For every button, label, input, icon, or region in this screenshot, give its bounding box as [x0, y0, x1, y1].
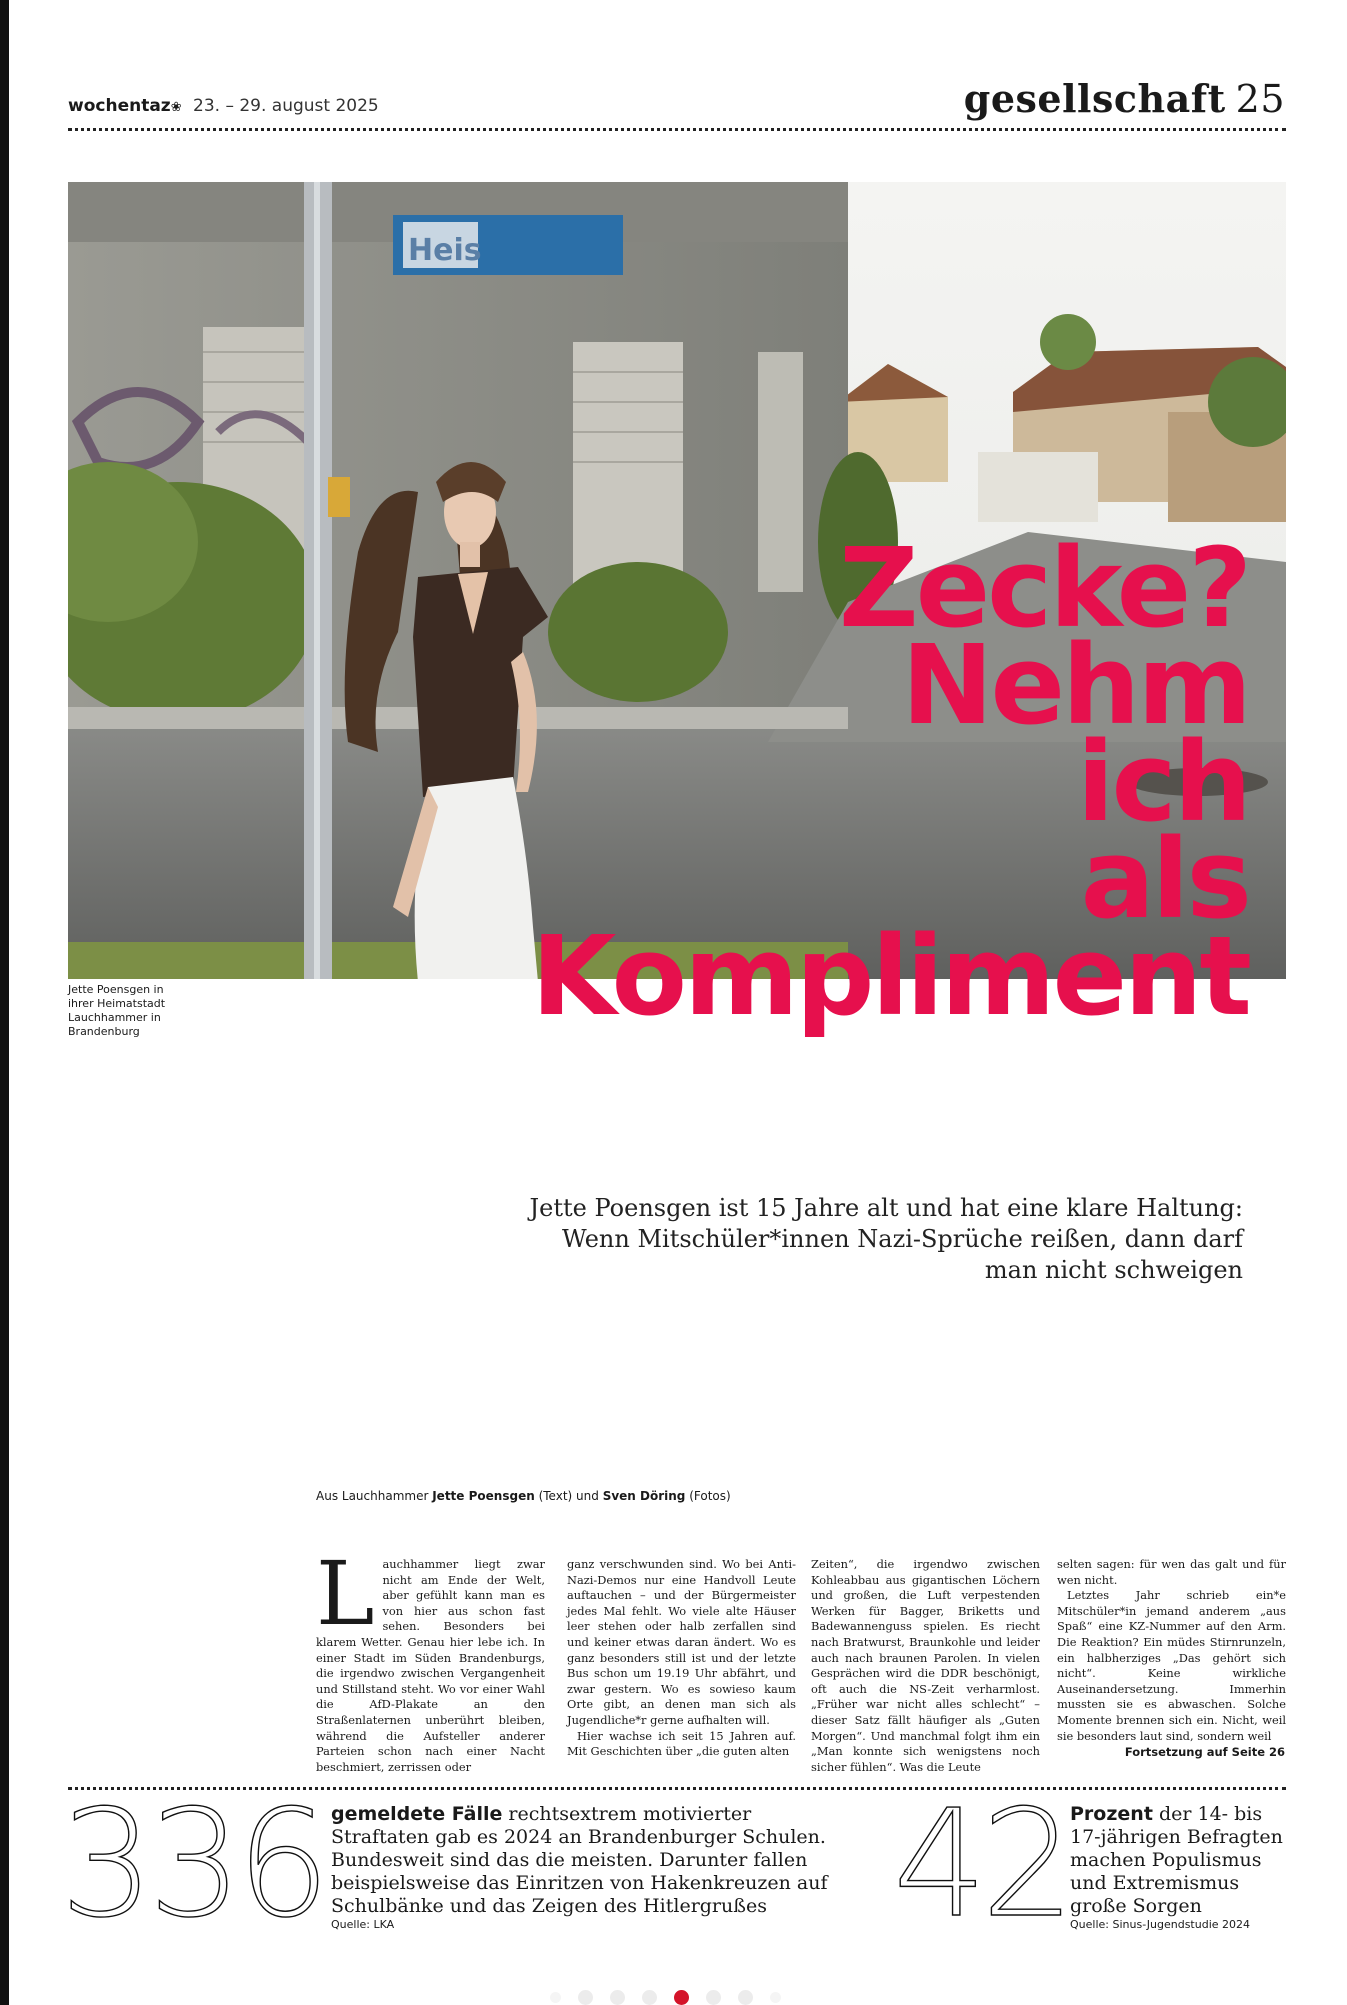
- page-number: 25: [1235, 77, 1285, 121]
- headline: [531, 524, 1249, 1040]
- drop-cap: L: [316, 1542, 375, 1645]
- paragraph: Letztes Jahr schrieb ein*e Mitschüler*in jemand anderem „aus Spaß“ eine KZ-Nummer auf den Arm. Die Reaktion? Ein müdes Stirnrunzeln, ein halbherziges „Das gehört sich nicht“. Keine wirkliche Auseinandersetzung. Immerhin mussten sie es abwaschen. Solche Momente brennen sich ein. Nicht, weil sie besonders laut sind, sondern weil: [1057, 1588, 1286, 1743]
- sign-text: Heis: [408, 233, 482, 268]
- body-column-1: [316, 1542, 545, 1775]
- headline-line: Nehm: [901, 621, 1249, 749]
- body-column-2: [567, 1557, 796, 1760]
- byline-author: Jette Poensgen: [432, 1489, 535, 1503]
- headline-line: ich: [1076, 718, 1249, 846]
- page-dot-active[interactable]: [674, 1990, 689, 2005]
- photo-caption: Jette Poensgen in ihrer Heimatstadt Lauchhammer in Brandenburg: [68, 983, 166, 1038]
- byline-author-role: (Text) und: [538, 1489, 599, 1503]
- page-dot[interactable]: [642, 1990, 657, 2005]
- page-indicator: [550, 1990, 781, 2005]
- stat-text: [331, 1803, 831, 1918]
- byline: [316, 1489, 731, 1503]
- headline-line: als: [1080, 815, 1249, 943]
- stat-bold: Prozent: [1070, 1803, 1153, 1825]
- stat-number: 336: [60, 1778, 325, 1950]
- page-dot[interactable]: [578, 1990, 593, 2005]
- paragraph: auchhammer liegt zwar nicht am Ende der Welt, aber gefühlt kann man es von hier aus schon fast sehen. Besonders bei klarem Wetter. Genau hier lebe ich. In einer Stadt im Süden Brandenburgs, die irgendwo zwischen Vergangenheit und Stillstand steht. Wo vor einer Wahl die AfD-Plakate an den Straßenlaternen unberührt bleiben, während die Aufsteller anderer Parteien schon nach einer Nacht beschmiert, zerrissen oder: [316, 1557, 545, 1774]
- page-dot[interactable]: [610, 1990, 625, 2005]
- stat-source: Quelle: LKA: [331, 1918, 395, 1931]
- top-divider: [68, 128, 1286, 131]
- body-column-4: [1057, 1557, 1286, 1744]
- stat-text: [1070, 1803, 1290, 1918]
- issue-date: 23. – 29. august 2025: [193, 96, 379, 116]
- paragraph: Hier wachse ich seit 15 Jahren auf. Mit Geschichten über „die guten alten: [567, 1728, 796, 1759]
- stat-body: der 14- bis 17-jährigen Befragten machen Populismus und Extremismus große Sorgen: [1070, 1803, 1283, 1917]
- brand: wochentaz: [68, 96, 171, 116]
- headline-line: Kompliment: [531, 912, 1249, 1040]
- stat-number: 42: [893, 1778, 1070, 1950]
- continued-link[interactable]: Fortsetzung auf Seite 26: [1124, 1745, 1285, 1759]
- lede: Jette Poensgen ist 15 Jahre alt und hat eine klare Haltung: Wenn Mitschüler*innen Nazi-Sprüche reißen, dann darf man nicht schweigen: [529, 1194, 1243, 1284]
- body-column-3: [811, 1557, 1040, 1775]
- byline-photographer: Sven Döring: [602, 1489, 686, 1503]
- page-dot[interactable]: [550, 1992, 561, 2003]
- byline-prefix: Aus Lauchhammer: [316, 1489, 429, 1503]
- masthead: [68, 96, 379, 116]
- page-dot[interactable]: [738, 1990, 753, 2005]
- page-dot[interactable]: [706, 1990, 721, 2005]
- viewer-edge: [0, 0, 9, 2005]
- stat-source: Quelle: Sinus-Jugendstudie 2024: [1070, 1918, 1251, 1931]
- section-title: gesellschaft: [963, 76, 1226, 121]
- byline-photographer-role: (Fotos): [689, 1489, 731, 1503]
- page-dot[interactable]: [770, 1992, 781, 2003]
- stat-bold: gemeldete Fälle: [331, 1803, 503, 1825]
- headline-line: Zecke?: [838, 524, 1249, 652]
- section-header: [964, 76, 1285, 121]
- paragraph: ganz verschwunden sind. Wo bei Anti-Nazi-Demos nur eine Handvoll Leute auftauchen – und der Bürgermeister jedes Mal fehlt. Wo viele alte Häuser leer stehen oder halb zerfallen sind und keiner etwas daran ändert. Wo es ganz besonders still ist und der letzte Bus schon um 19.19 Uhr abfährt, und zwar gestern. Wo es sowieso kaum Orte gibt, an denen man sich als Jugendliche*r gerne aufhalten will.: [567, 1557, 796, 1727]
- paragraph: Zeiten“, die irgendwo zwischen Kohleabbau aus gigantischen Löchern und großen, die Luft verpestenden Werken für Bagger, Briketts und Badewannenguss spielen. Es riecht nach Bratwurst, Braunkohle und leider auch nach braunen Parolen. In vielen Gesprächen wird die DDR beschönigt, oft auch die NS-Zeit verharmlost. „Früher war nicht alles schlecht“ – dieser Satz fällt häufiger als „Guten Morgen“. Und manchmal folgt ihm ein „Man konnte sich wenigstens noch sicher fühlen“. Was die Leute: [811, 1557, 1040, 1774]
- paw-icon: ❀: [170, 100, 182, 115]
- stat-body: rechtsextrem motivierter Straftaten gab es 2024 an Brandenburger Schulen. Bundesweit sind das die meisten. Darunter fallen beispielsweise das Einritzen von Hakenkreuzen auf Schulbänke und das Zeigen des Hitlergrußes: [331, 1803, 828, 1917]
- paragraph: selten sagen: für wen das galt und für wen nicht.: [1057, 1557, 1286, 1587]
